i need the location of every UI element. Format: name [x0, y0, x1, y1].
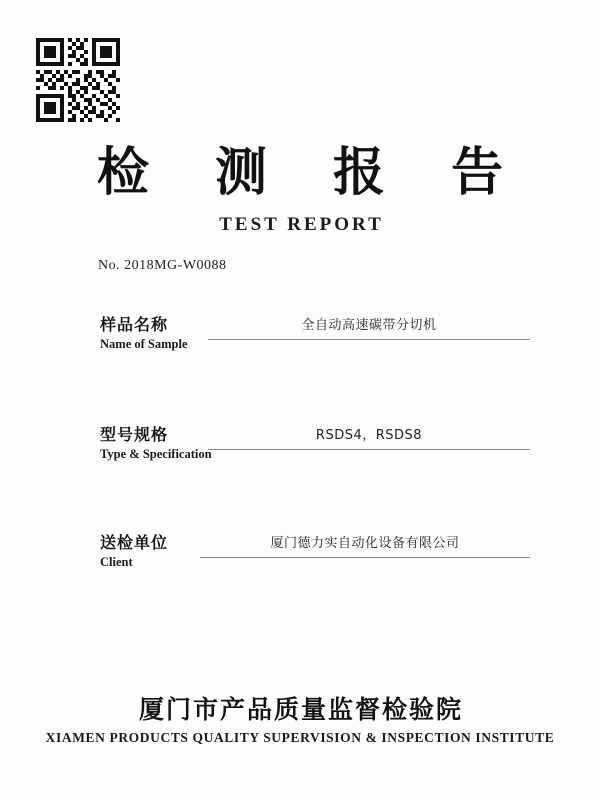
field-value: RSDS4，RSDS8 — [315, 428, 423, 443]
field-label-cn: 送检单位 — [100, 533, 169, 552]
field-label-en: Name of Sample — [100, 337, 188, 351]
qr-code-icon — [36, 38, 120, 122]
field-label-group — [100, 425, 220, 463]
field-value-line — [208, 315, 530, 340]
report-number: No. 2018MG-W0088 — [98, 258, 227, 273]
field-label-en: Type & Specification — [100, 447, 212, 461]
field-label-en: Client — [100, 555, 133, 569]
page-title-en: TEST REPORT — [219, 214, 384, 235]
issuer-name-en: XIAMEN PRODUCTS QUALITY SUPERVISION & INSPECTION INSTITUTE — [45, 730, 555, 745]
field-label-cn: 型号规格 — [100, 425, 169, 444]
field-label-group — [100, 315, 220, 353]
field-name-of-sample — [100, 315, 530, 361]
issuer-name-cn: 厦门市产品质量监督检验院 — [138, 695, 463, 724]
field-type-specification — [100, 425, 530, 471]
field-label-cn: 样品名称 — [100, 315, 169, 334]
field-value: 厦门德力实自动化设备有限公司 — [270, 536, 460, 551]
field-value: 全自动高速碳带分切机 — [301, 318, 437, 333]
field-value-line — [200, 533, 530, 558]
page-title-cn: 检 测 报 告 — [96, 143, 528, 203]
field-client — [100, 533, 530, 579]
field-value-line — [208, 425, 530, 450]
